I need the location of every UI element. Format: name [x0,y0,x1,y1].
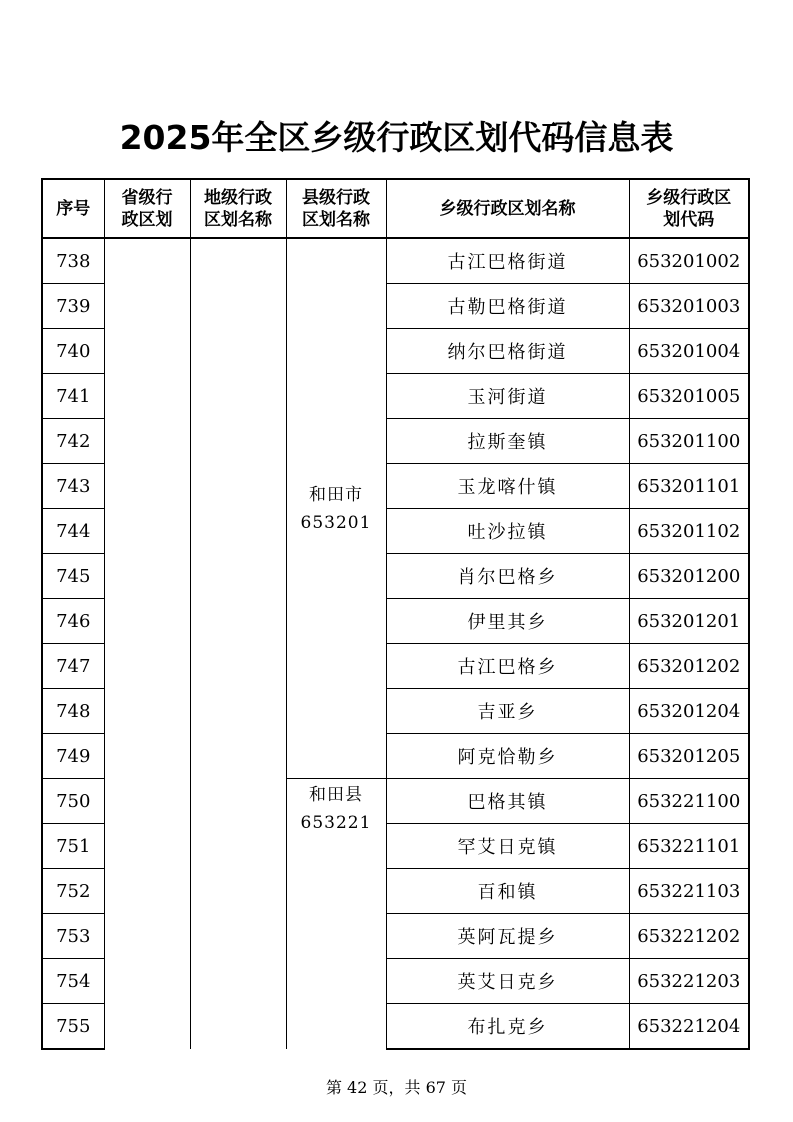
province-cell [104,238,190,1049]
township-code: 653221101 [629,824,749,869]
row-seq: 751 [42,824,104,869]
township-code: 653201003 [629,284,749,329]
township-name: 纳尔巴格街道 [386,329,629,374]
page-title: 2025年全区乡级行政区划代码信息表 [119,118,674,157]
township-name: 古江巴格乡 [386,644,629,689]
township-name: 罕艾日克镇 [386,824,629,869]
township-code: 653201005 [629,374,749,419]
row-seq: 750 [42,779,104,824]
township-name: 古江巴格街道 [386,238,629,284]
row-seq: 741 [42,374,104,419]
township-name: 布扎克乡 [386,1004,629,1050]
header-code: 乡级行政区 划代码 [629,179,749,238]
township-name: 玉龙喀什镇 [386,464,629,509]
table-row [42,238,749,284]
row-seq: 747 [42,644,104,689]
township-code: 653221203 [629,959,749,1004]
county-cell [286,779,386,1050]
township-code: 653201101 [629,464,749,509]
header-prefecture: 地级行政 区划名称 [190,179,286,238]
township-name: 吐沙拉镇 [386,509,629,554]
header-seq: 序号 [42,179,104,238]
row-seq: 745 [42,554,104,599]
township-code: 653201205 [629,734,749,779]
row-seq: 740 [42,329,104,374]
division-code-table [41,178,750,1050]
township-name: 巴格其镇 [386,779,629,824]
table-header-row [42,179,749,238]
township-name: 肖尔巴格乡 [386,554,629,599]
row-seq: 743 [42,464,104,509]
row-seq: 752 [42,869,104,914]
township-code: 653201201 [629,599,749,644]
township-code: 653201200 [629,554,749,599]
county-code: 653201 [300,512,372,533]
row-seq: 742 [42,419,104,464]
row-seq: 738 [42,238,104,284]
township-name: 古勒巴格街道 [386,284,629,329]
row-seq: 749 [42,734,104,779]
township-name: 玉河街道 [386,374,629,419]
page-footer: 第 42 页，共 67 页 [325,1078,468,1097]
header-township: 乡级行政区划名称 [386,179,629,238]
township-name: 拉斯奎镇 [386,419,629,464]
township-code: 653221202 [629,914,749,959]
township-name: 英艾日克乡 [386,959,629,1004]
row-seq: 744 [42,509,104,554]
county-code: 653221 [300,813,372,833]
township-code: 653221204 [629,1004,749,1050]
township-code: 653201204 [629,689,749,734]
township-code: 653221103 [629,869,749,914]
header-province: 省级行 政区划 [104,179,190,238]
row-seq: 754 [42,959,104,1004]
county-name: 和田县 [309,785,363,805]
township-code: 653201102 [629,509,749,554]
prefecture-cell [190,238,286,1049]
row-seq: 753 [42,914,104,959]
township-name: 阿克恰勒乡 [386,734,629,779]
township-code: 653201004 [629,329,749,374]
township-name: 吉亚乡 [386,689,629,734]
county-cell [286,238,386,779]
township-code: 653221100 [629,779,749,824]
township-code: 653201202 [629,644,749,689]
row-seq: 739 [42,284,104,329]
row-seq: 755 [42,1004,104,1050]
row-seq: 746 [42,599,104,644]
township-name: 百和镇 [386,869,629,914]
row-seq: 748 [42,689,104,734]
township-name: 英阿瓦提乡 [386,914,629,959]
township-code: 653201002 [629,238,749,284]
header-county: 县级行政 区划名称 [286,179,386,238]
township-code: 653201100 [629,419,749,464]
county-name: 和田市 [309,484,363,505]
township-name: 伊里其乡 [386,599,629,644]
